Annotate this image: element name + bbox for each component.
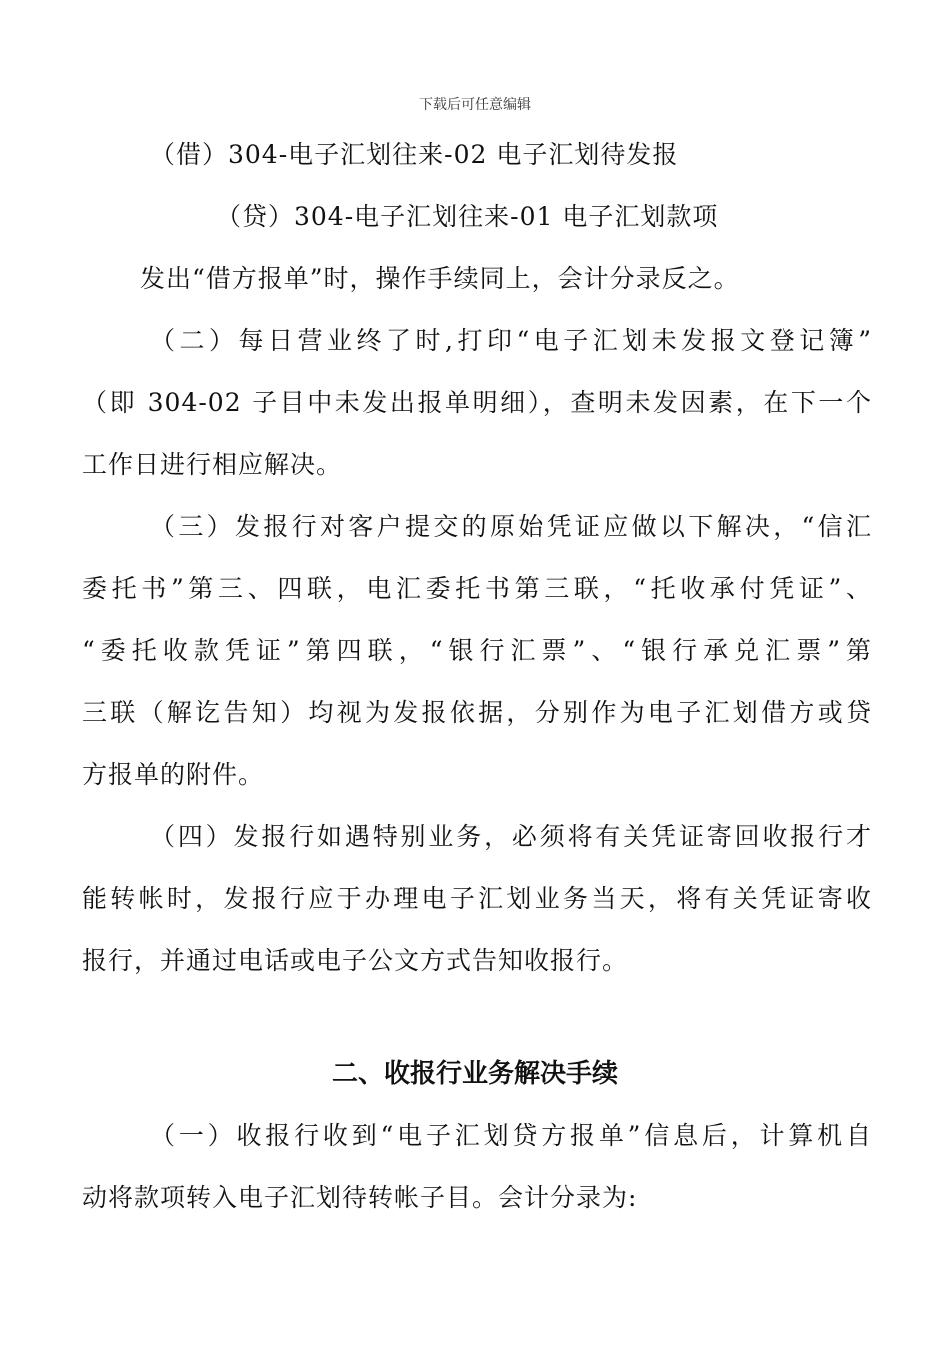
paragraph-line: 发出“借方报单”时，操作手续同上，会计分录反之。 bbox=[140, 264, 740, 293]
paragraph-line: 能转帐时，发报行应于办理电子汇划业务当天，将有关凭证寄收 bbox=[82, 884, 872, 913]
paragraph-line: （二）每日营业终了时,打印“电子汇划未发报文登记簿” bbox=[150, 326, 872, 355]
paragraph-line: 三联（解讫告知）均视为发报依据，分别作为电子汇划借方或贷 bbox=[82, 698, 872, 727]
paragraph-line: 动将款项转入电子汇划待转帐子目。会计分录为: bbox=[82, 1183, 638, 1212]
paragraph-line: “委托收款凭证”第四联，“银行汇票”、“银行承兑汇票”第 bbox=[82, 636, 872, 665]
paragraph-line: （四）发报行如遇特别业务，必须将有关凭证寄回收报行才 bbox=[150, 822, 872, 851]
header-note: 下载后可任意编辑 bbox=[419, 97, 531, 113]
paragraph-line: 工作日进行相应解决。 bbox=[82, 450, 343, 479]
paragraph-line: 方报单的附件。 bbox=[82, 760, 265, 789]
section-heading: 二、收报行业务解决手续 bbox=[331, 1059, 618, 1089]
paragraph-line: 委托书”第三、四联，电汇委托书第三联，“托收承付凭证”、 bbox=[82, 574, 872, 603]
paragraph-line: （即 304-02 子目中未发出报单明细），查明未发因素，在下一个 bbox=[82, 388, 872, 417]
entry-debit: （借）304-电子汇划往来-02 电子汇划待发报 bbox=[150, 140, 679, 169]
paragraph-line: 报行，并通过电话或电子公文方式告知收报行。 bbox=[82, 946, 629, 975]
entry-credit: （贷）304-电子汇划往来-01 电子汇划款项 bbox=[216, 202, 719, 231]
paragraph-line: （三）发报行对客户提交的原始凭证应做以下解决，“信汇 bbox=[150, 512, 872, 541]
paragraph-line: （一）收报行收到“电子汇划贷方报单”信息后，计算机自 bbox=[150, 1121, 872, 1150]
